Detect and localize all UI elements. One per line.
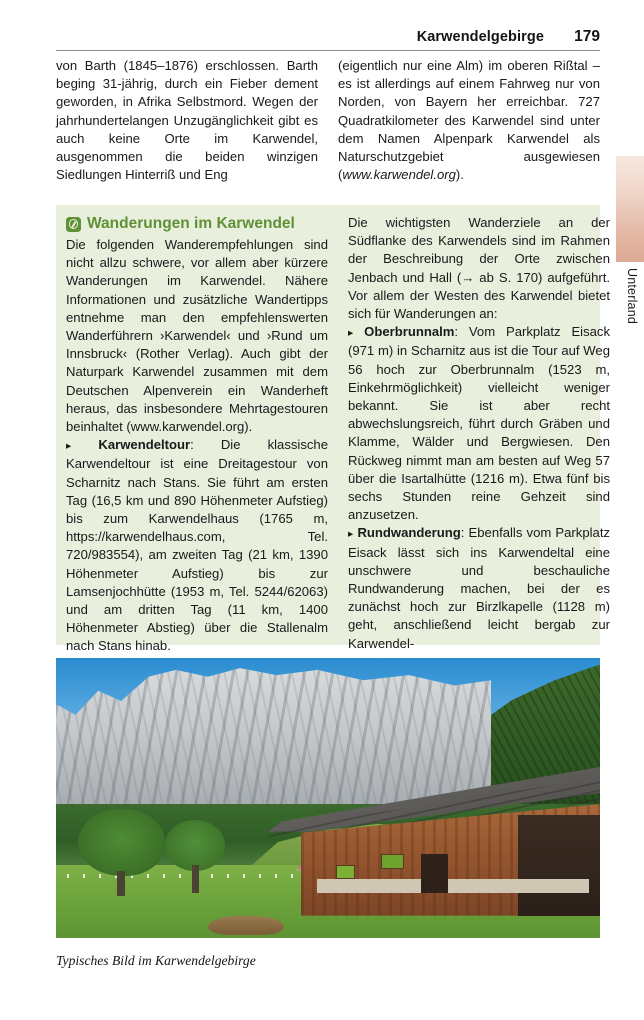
photo-water-trough <box>208 916 284 936</box>
intro-column-left <box>56 57 318 184</box>
page-number: 179 <box>574 28 600 45</box>
intro-text-after-link: ). <box>455 167 464 183</box>
tip-entry-rundwanderung <box>348 524 610 652</box>
photo-hut-shadow-side <box>518 815 600 916</box>
photo-tree-large <box>78 809 165 876</box>
hiking-tip-box <box>56 205 611 654</box>
hiking-badge-icon <box>66 217 81 232</box>
tip-box-column-right <box>348 214 610 653</box>
photo-hut-window-right <box>336 865 356 879</box>
bullet-marker-icon: ▸ <box>348 528 354 541</box>
tip-entry-karwendeltour <box>66 436 328 655</box>
tip-box-intro-right: Die wichtigsten Wanderziele an der Südflanke des Karwendels sind im Rahmen der Beschreibung der Orte zwischen Jenbach und Hall (→ ab S. 170) aufgeführt. Vor allem der Westen des Karwendel bietet sich für Wanderungen an: <box>348 215 610 322</box>
intro-paragraph-left: von Barth (1845–1876) erschlossen. Barth beging 31-jährig, durch ein Fieber dement geworden, in Afrika Selbstmord. Wegen der jahrhundertelangen Unzugänglichkeit gibt es auch keine Orte im Karwendel, ausgenommen die beiden winzigen Siedlungen Hinterriß und Eng <box>56 58 318 183</box>
tip-entry-body: : Ebenfalls vom Parkplatz Eisack lässt sich ins Karwendeltal eine unschwere und beschauliche Rundwanderung machen, bei der es zunächst hoch zur Birzlkapelle (1128 m) geht, anschließend leicht bergab zur Karwendel- <box>348 525 611 651</box>
photo-tree-large-trunk <box>117 871 125 896</box>
photo-karwendel <box>56 658 600 938</box>
tip-entry-title: Karwendeltour <box>98 437 191 453</box>
photo-caption: Typisches Bild im Karwendelgebirge <box>56 953 256 968</box>
tip-box-intro-left: Die folgenden Wanderempfehlungen sind nicht allzu schwere, vor allem aber kürzere Wanderungen im Karwendel. Nähere Informationen und zusätzliche Wandertipps entnehme man den empfehlenswerten Wanderführern ›Karwendel‹ und ›Rund um Innsbruck‹ (Rother Verlag). Auch gibt der Naturpark Karwendel zusammen mit dem Deutschen Alpenverein ein Wanderheft heraus, das insbesondere Mehrtagestouren beinhaltet (www.karwendel.org). <box>66 237 328 435</box>
page-title: Karwendelgebirge <box>416 29 544 45</box>
tip-entry-body: : Vom Parkplatz Eisack (971 m) in Scharnitz aus ist die Tour auf Weg 56 hoch zur Oberbrunnalm (1523 m, Einkehrmöglichkeit) vielleicht weniger bekannt. Sie ist aber recht abwechslungsreich, führt durch Gräben und Klamme, Wälder und Bergwiesen. Den Rückweg nimmt man am besten auf Weg 57 über die Isartalhütte (1216 m). Etwa fünf bis sechs Stunden reine Gehzeit sind anzusetzen. <box>348 324 611 523</box>
page-header <box>56 28 600 46</box>
chapter-thumb-label: Unterland <box>625 268 639 324</box>
intro-column-right <box>338 57 600 184</box>
photo-hut-window-left <box>381 854 404 869</box>
header-divider <box>56 50 600 51</box>
bullet-marker-icon: ▸ <box>66 440 72 453</box>
photo-hut-foundation <box>317 879 589 893</box>
tip-entry-title: Oberbrunnalm <box>364 324 455 340</box>
tip-box-heading-label: Wanderungen im Karwendel <box>87 215 295 232</box>
intro-text-before-link: (eigentlich nur eine Alm) im oberen Rißtal – es ist allerdings auf einem Fahrweg nur von Norden, von Bayern her erreichbar. 727 Quadratkilometer des Karwendel sind unter dem Namen Alpenpark Karwendel als Naturschutzgebiet ausgewiesen ( <box>338 58 600 183</box>
tip-entry-oberbrunnalm <box>348 323 610 524</box>
photo-hut-door <box>421 854 448 893</box>
photo-tree-small <box>165 820 225 870</box>
tip-entry-body: : Die klassische Karwendeltour ist eine Dreitagestour von Scharnitz nach Stans. Sie führt am ersten Tag (16,5 km und 890 Höhenmeter Aufstieg) bis zum Karwendelhaus (1765 m, https://karwendelhaus.com, Tel. 720/983554), am zweiten Tag (21 km, 1390 Höhenmeter Aufstieg) bis zur Lamsenjochhütte (1953 m, Tel. 5244/62063) und am dritten Tag (11 km, 1400 Höhenmeter Abstieg) über die Stallenalm nach Stans hinab. <box>66 437 328 654</box>
website-link[interactable]: www.karwendel.org <box>342 167 456 183</box>
tip-box-heading <box>66 214 328 234</box>
photo-tree-small-trunk <box>192 865 199 893</box>
bullet-marker-icon: ▸ <box>348 327 354 340</box>
intro-paragraph-right <box>338 57 600 184</box>
tip-box-column-left <box>66 214 328 656</box>
tip-entry-title: Rundwanderung <box>357 525 461 541</box>
